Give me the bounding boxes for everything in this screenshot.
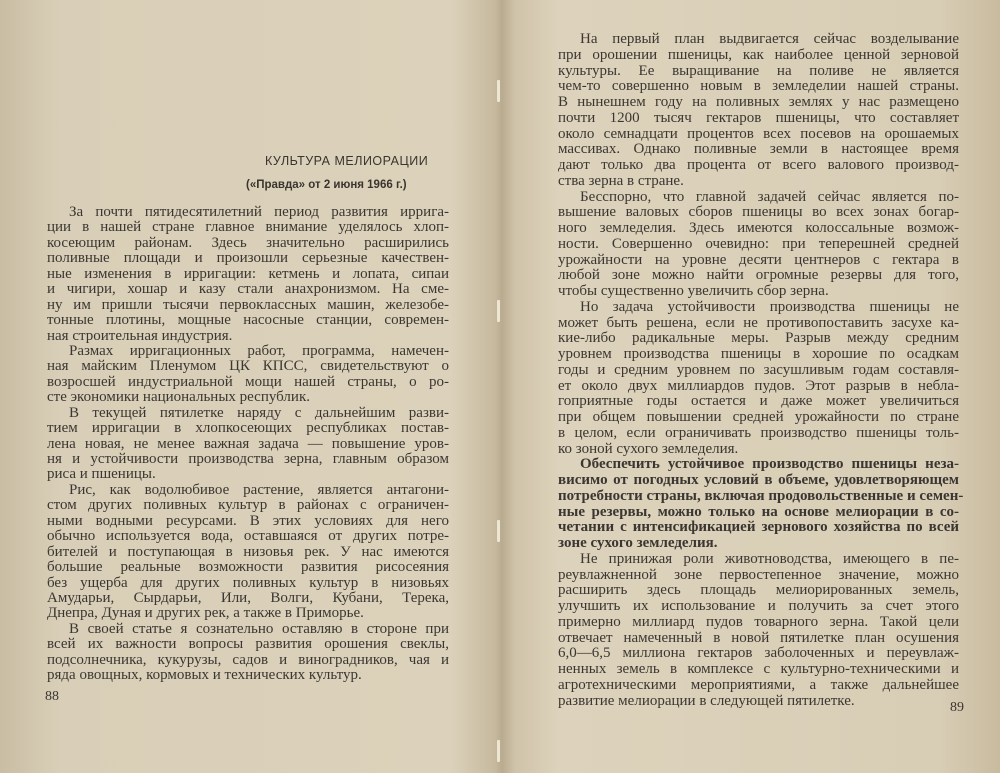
paragraph bbox=[558, 552, 959, 710]
text-line: Но задача устойчивости производства пшеницы не bbox=[580, 298, 959, 315]
text-line: чтобы существенно увеличить сбор зерна. bbox=[558, 283, 829, 299]
paragraph bbox=[558, 190, 959, 300]
text-line: реувлажненной зоне первостепенное значение, можно bbox=[558, 566, 959, 583]
text-line: Размах ирригационных работ, программа, намечен- bbox=[69, 342, 449, 359]
text-line: стом других поливных культур в районах с ограничен- bbox=[47, 497, 449, 514]
text-line: подсолнечника, кукурузы, садов и виноградников, чая и bbox=[47, 651, 449, 668]
text-line: 6,0—6,5 миллиона гектаров заболоченных и переувлаж- bbox=[558, 645, 959, 662]
text-line: бителей и поступающая в низовья рек. У нас имеются bbox=[47, 543, 449, 560]
text-line: тием ирригации в хлопкосеющих республиках постав- bbox=[47, 420, 449, 437]
text-line: Амударьи, Сырдарьи, Или, Волги, Кубани, Терека, bbox=[47, 589, 449, 606]
text-line: расширить здесь площадь мелиорированных земель, bbox=[558, 582, 959, 599]
text-line: косеющим районам. Здесь значительно расширились bbox=[47, 234, 449, 251]
text-line: ная майским Пленумом ЦК КПСС, свидетельствуют о bbox=[47, 358, 449, 375]
text-line: сте экономики национальных республик. bbox=[47, 389, 310, 406]
text-line: ряда овощных, кормовых и технических культур. bbox=[47, 667, 362, 684]
text-line: ного земледелия. Здесь имеются колоссальные возмож- bbox=[558, 220, 959, 236]
text-line: дают только два процента от всего валового производ- bbox=[558, 157, 959, 173]
text-line: обычно используется вода, оставшаяся от других потре- bbox=[47, 528, 449, 545]
left-page bbox=[47, 0, 449, 773]
binding-stitch bbox=[497, 300, 500, 322]
article-source: («Правда» от 2 июня 1966 г.) bbox=[246, 179, 407, 191]
article-title: КУЛЬТУРА МЕЛИОРАЦИИ bbox=[265, 154, 429, 168]
text-line: ции в нашей стране главное внимание уделялось хлоп- bbox=[47, 219, 449, 236]
text-line: любой зоне можно найти огромные резервы для того, bbox=[558, 267, 959, 284]
text-line: ства зерна в стране. bbox=[558, 172, 684, 189]
paragraph bbox=[47, 205, 449, 344]
text-line: В текущей пятилетке наряду с дальнейшим разви- bbox=[69, 404, 449, 421]
text-line: уровнем производства пшеницы в хорошие по осадкам bbox=[558, 346, 959, 362]
text-line: Обеспечить устойчивое производство пшеницы неза- bbox=[580, 456, 959, 473]
text-line: урожайности на уровне десяти центнеров с гектара в bbox=[558, 251, 959, 268]
text-line: вышение валовых сборов пшеницы во всех зонах богар- bbox=[558, 204, 959, 221]
text-line: На первый план выдвигается сейчас возделывание bbox=[580, 31, 959, 47]
text-line: ные резервы, можно только на основе мелиорации в со- bbox=[558, 503, 959, 520]
text-line: улучшить их использование и получить за счет этого bbox=[558, 598, 959, 614]
text-line: всей их важности вопросы развития орошения свеклы, bbox=[47, 636, 449, 653]
text-line: четании с интенсификацией зернового хозяйства по всей bbox=[558, 519, 959, 536]
text-line: и чигири, хошар и казу стали анахронизмом. На сме- bbox=[47, 281, 449, 298]
text-line: агротехническими мероприятиями, а также дальнейшее bbox=[558, 676, 959, 693]
text-line: развитие мелиорации в следующей пятилетке. bbox=[558, 692, 855, 709]
paragraph bbox=[558, 300, 959, 458]
text-line: возросшей индустриальной мощи нашей страны, о ро- bbox=[47, 373, 449, 390]
paragraph bbox=[47, 622, 449, 684]
text-line: массивах. Однако поливные земли в настоящее время bbox=[558, 141, 959, 158]
text-line: ные изменения в ирригации: кетмень и лопата, сипаи bbox=[47, 265, 449, 282]
left-page-body bbox=[47, 205, 449, 684]
text-line: ко зоной сухого земледелия. bbox=[558, 440, 739, 457]
text-line: За почти пятидесятилетний период развития ирригa- bbox=[69, 204, 449, 220]
text-line: чем-то совершенно новым в земледелии нашей страны. bbox=[558, 78, 959, 95]
paragraph bbox=[47, 344, 449, 406]
paragraph bbox=[558, 456, 964, 552]
text-line: отвечает намеченный в новой пятилетке план осушения bbox=[558, 629, 959, 646]
text-line: риса и пшеницы. bbox=[47, 466, 156, 483]
text-line: Бесспорно, что главной задачей сейчас является по- bbox=[580, 188, 959, 205]
binding-stitch bbox=[497, 740, 500, 762]
text-line: кие-либо радикальные меры. Разрыв между средним bbox=[558, 330, 959, 347]
text-line: примерно миллиард пудов товарного зерна. Такой цели bbox=[558, 613, 959, 630]
text-line: гоприятные годы остается и даже может увеличиться bbox=[558, 393, 959, 410]
text-line: В нынешнем году на поливных землях у нас размещено bbox=[558, 94, 959, 110]
text-line: ну им пришли тысячи первоклассных машин, железобе- bbox=[47, 296, 449, 313]
text-line: годы и средним уровнем по засушливым годам составля- bbox=[558, 361, 959, 378]
text-line: может быть решена, если не противопоставить засухе ка- bbox=[558, 314, 959, 331]
paragraph bbox=[47, 483, 449, 622]
text-line: при орошении пшеницы, как наиболее ценной зерновой bbox=[558, 46, 959, 63]
text-line: ненных земель в комплексе с культурно-техническими и bbox=[558, 661, 959, 677]
text-line: тонные плотины, мощные насосные станции, современ- bbox=[47, 312, 449, 329]
text-line: Не принижая роли животноводства, имеющего в пе- bbox=[580, 550, 959, 567]
page-number: 88 bbox=[45, 689, 59, 704]
text-line: почти 1200 тысяч гектаров пшеницы, что составляет bbox=[558, 109, 959, 126]
paragraph bbox=[47, 406, 449, 483]
text-line: ная строительная индустрия. bbox=[47, 327, 233, 344]
text-line: около семнадцати процентов всех посевов на орошаемых bbox=[558, 125, 959, 142]
text-line: зоне сухого земледелия. bbox=[558, 535, 718, 551]
binding-stitch bbox=[497, 80, 500, 102]
binding-stitch bbox=[497, 520, 500, 542]
text-line: Рис, как водолюбивое растение, является антагони- bbox=[69, 481, 449, 498]
text-line: поливные площади и произошли серьезные качествен- bbox=[47, 250, 449, 267]
text-line: В своей статье я сознательно оставляю в стороне при bbox=[69, 620, 449, 637]
text-line: лена новая, не менее важная задача — повышение уров- bbox=[47, 435, 449, 452]
right-page bbox=[558, 0, 964, 773]
text-line: без ущерба для других поливных культур в низовьях bbox=[47, 574, 449, 591]
page-number: 89 bbox=[950, 700, 964, 715]
text-line: ет около двух миллиардов пудов. Этот разрыв в небла- bbox=[558, 377, 959, 394]
text-line: потребности страны, включая продовольственные и семен- bbox=[558, 487, 964, 504]
text-line: ными водными ресурсами. В этих условиях для него bbox=[47, 512, 449, 529]
text-line: ности. Совершенно очевидно: при теперешней средней bbox=[558, 235, 959, 252]
text-line: культуры. Ее выращивание на поливе не является bbox=[558, 62, 959, 79]
text-line: висимо от погодных условий в объеме, удовлетворяющем bbox=[558, 472, 959, 488]
text-line: Днепра, Дуная и других рек, а также в Приморье. bbox=[47, 605, 364, 622]
text-line: ня и устойчивости производства зерна, главным образом bbox=[47, 451, 449, 467]
text-line: при общем повышении средней урожайности по стране bbox=[558, 409, 959, 425]
text-line: в целом, если ограничивать производство пшеницы толь- bbox=[558, 424, 959, 441]
paragraph bbox=[558, 32, 959, 190]
text-line: большие реальные возможности развития рисосеяния bbox=[47, 559, 449, 576]
